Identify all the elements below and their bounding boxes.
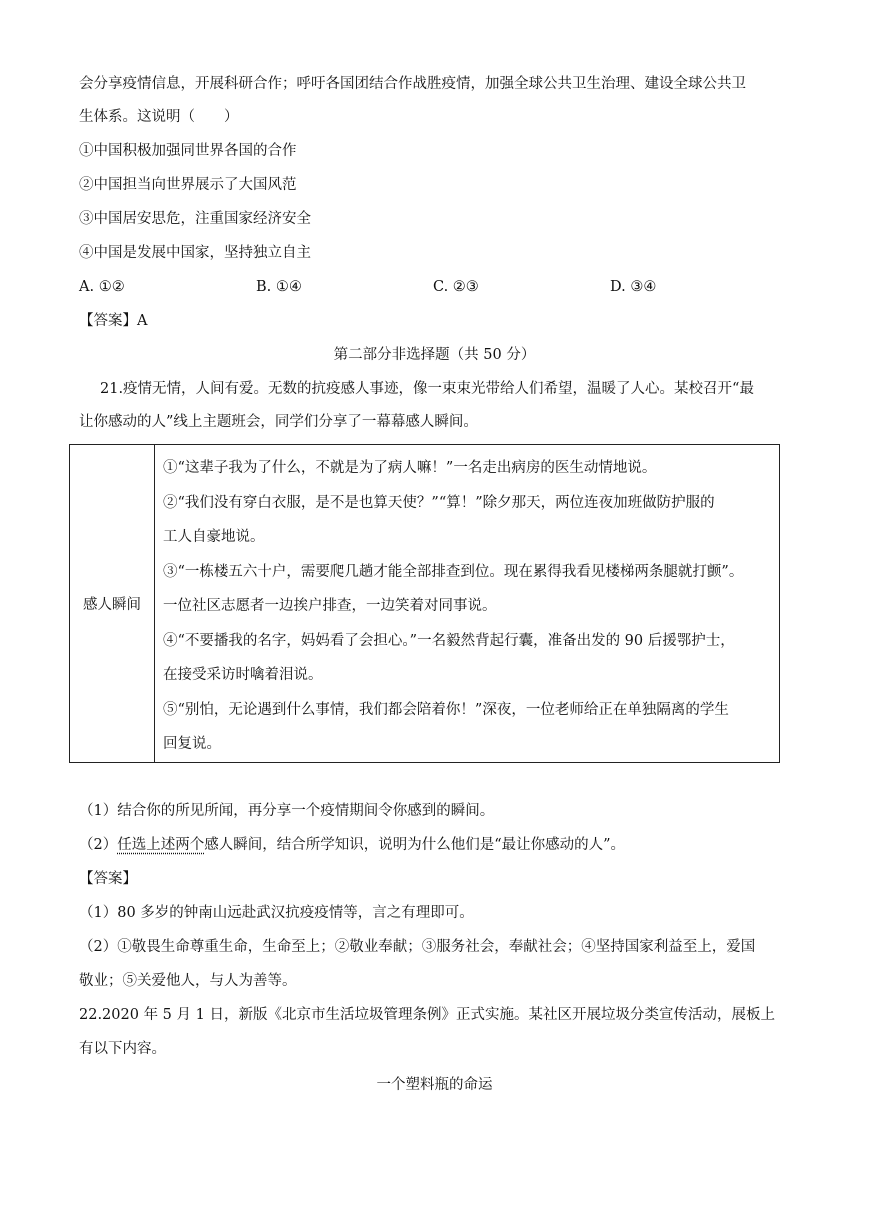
option-b: B. ①④ [256,279,302,295]
table-line: 在接受采访时噙着泪说。 [163,667,323,683]
option-c: C. ②③ [433,279,479,295]
q21-sub-1: （1）结合你的所见所闻，再分享一个疫情期间令你感到的瞬间。 [79,803,495,819]
statement-1: ①中国积极加强同世界各国的合作 [79,143,297,159]
q21-sub-2-prefix: （2） [79,837,118,853]
moments-table [69,444,780,763]
q21-sub-2-emphasis: 任选上述两个 [117,837,205,853]
table-line: ⑤“别怕，无论遇到什么事情，我们都会陪着你！”深夜，一位老师给正在单独隔离的学生 [163,701,729,718]
q22-line-1: 22.2020 年 5 月 1 日，新版《北京市生活垃圾管理条例》正式实施。某社区开展垃圾分类宣传活动，展板上 [79,1007,775,1023]
q21-line-1: 21.疫情无情，人间有爱。无数的抗疫感人事迹，像一束束光带给人们希望，温暖了人心。某校召开“最 [100,381,754,397]
q21-answer-2-line-2: 敬业；⑤关爱他人，与人为善等。 [79,973,297,989]
answer-1: 【答案】A [79,313,148,329]
table-line: 一位社区志愿者一边挨户排查，一边笑着对同事说。 [163,598,497,614]
table-line: 工人自豪地说。 [163,529,265,545]
answer-label: 【答案】 [79,871,137,887]
q21-line-2: 让你感动的人”线上主题班会，同学们分享了一幕幕感人瞬间。 [79,414,478,430]
table-label: 感人瞬间 [83,596,141,613]
q22-line-2: 有以下内容。 [79,1041,166,1057]
q21-sub-2-suffix: 感人瞬间，结合所学知识，说明为什么他们是“最让你感动的人”。 [204,837,626,853]
intro-line-2: 生体系。这说明（ ） [79,109,239,125]
q21-answer-1: （1）80 多岁的钟南山远赴武汉抗疫疫情等，言之有理即可。 [79,905,474,921]
statement-3: ③中国居安思危，注重国家经济安全 [79,211,311,227]
table-label-cell [70,445,155,763]
table-line: ③“一栋楼五六十户，需要爬几趟才能全部排查到位。现在累得我看见楼梯两条腿就打颤”。 [163,563,744,580]
q21-sub-2 [79,835,625,855]
intro-line-1: 会分享疫情信息，开展科研合作；呼吁各国团结合作战胜疫情，加强全球公共卫生治理、建设全球公共卫 [79,76,746,92]
table-content-cell [155,445,780,763]
option-d: D. ③④ [610,279,657,295]
section-title: 第二部分非选择题（共 50 分） [333,347,536,363]
table-line: ①“这辈子我为了什么，不就是为了病人嘛！”一名走出病房的医生动情地说。 [163,460,657,476]
table-line: ④“不要播我的名字，妈妈看了会担心。”一名毅然背起行囊，准备出发的 90 后援鄂护士， [163,632,735,649]
statement-4: ④中国是发展中国家，坚持独立自主 [79,245,311,261]
table-line: 回复说。 [163,736,221,752]
statement-2: ②中国担当向世界展示了大国风范 [79,177,297,193]
table-line: ②“我们没有穿白衣服，是不是也算天使？”“算！”除夕那天，两位连夜加班做防护服的 [163,494,715,511]
q21-answer-2-line-1: （2）①敬畏生命尊重生命，生命至上；②敬业奉献；③服务社会，奉献社会；④坚持国家利益至上，爱国 [79,939,756,955]
q22-title: 一个塑料瓶的命运 [376,1077,493,1093]
option-a: A. ①② [79,279,125,295]
